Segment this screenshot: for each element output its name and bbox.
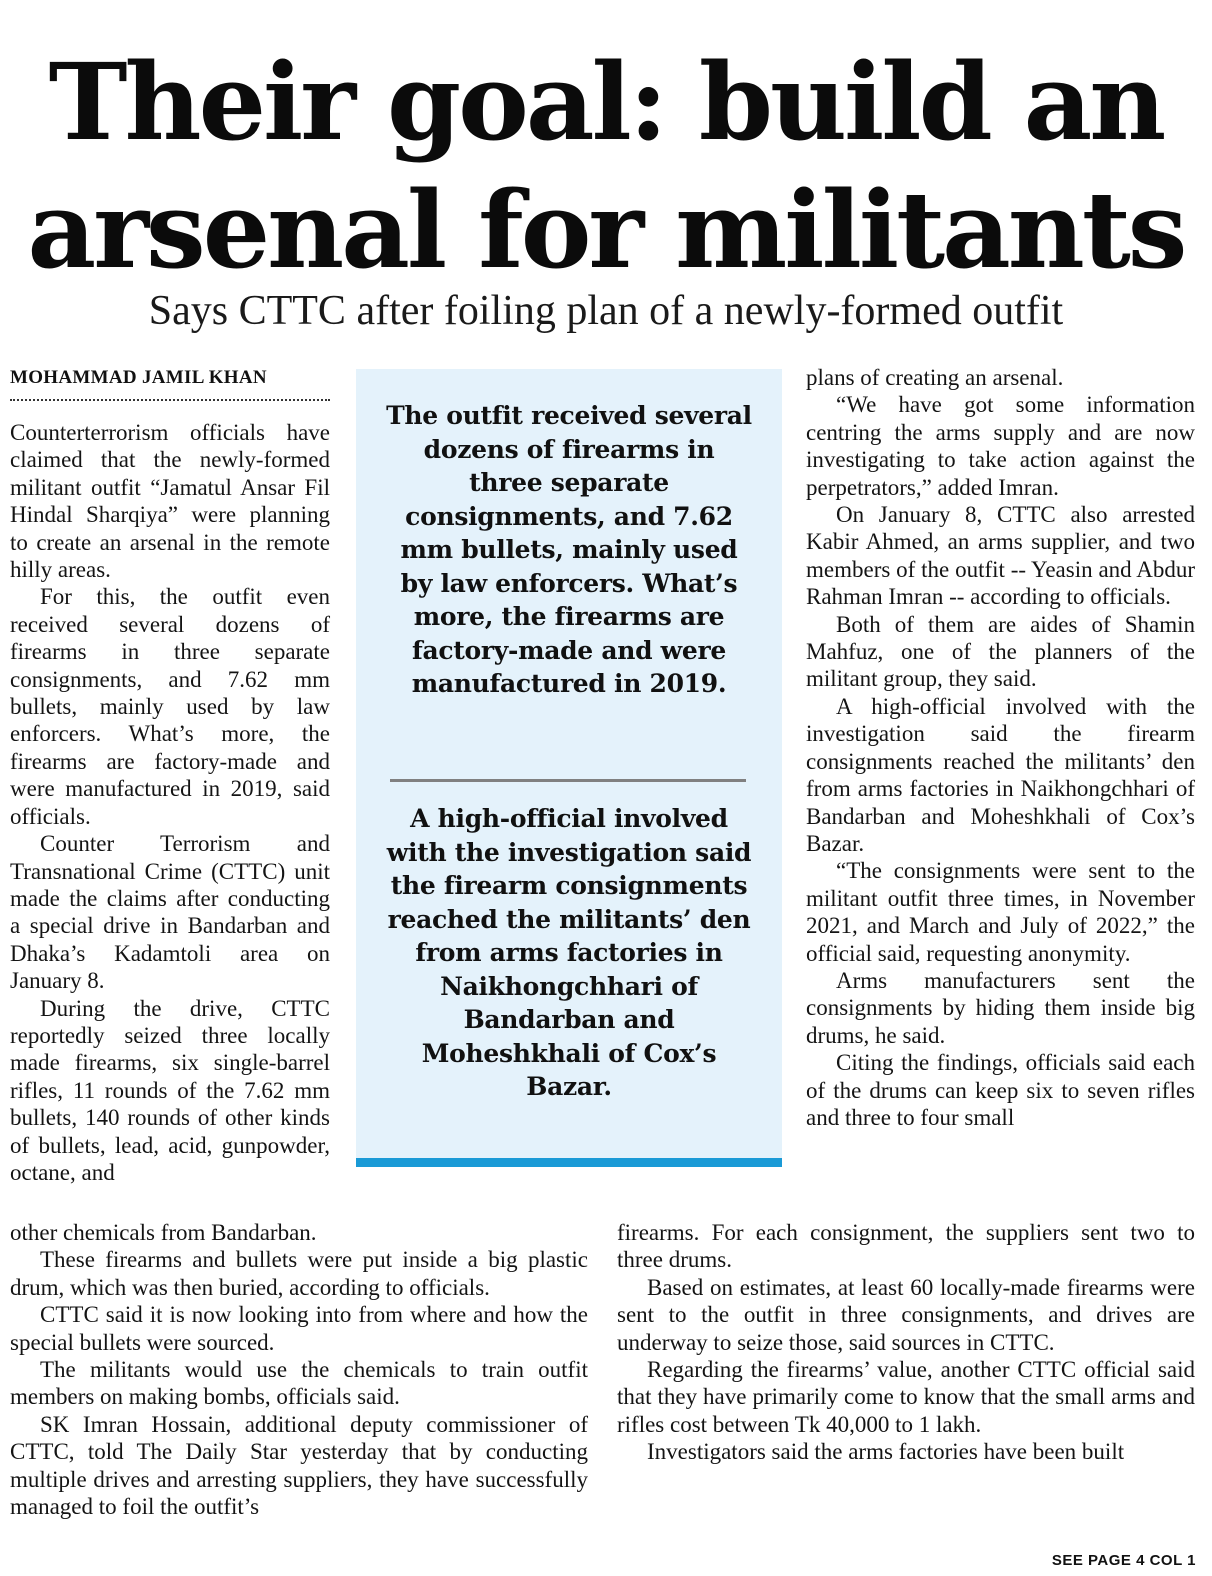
- byline: MOHAMMAD JAMIL KHAN: [10, 367, 330, 401]
- paragraph: Regarding the firearms’ value, another CTTC official said that they have primarily come to know that the small arms and rifles cost between Tk 40,000 to 1 lakh.: [617, 1357, 1195, 1437]
- paragraph: “The consignments were sent to the militant outfit three times, in November 2021, and March and July of 2022,” the official said, requesting anonymity.: [806, 858, 1195, 966]
- paragraph: For this, the outfit even received several dozens of firearms in three separate consignments, and 7.62 mm bullets, mainly used by law enforcers. What’s more, the firearms are factory-made and were manufactured in 2019, said officials.: [10, 584, 330, 829]
- paragraph: Counter Terrorism and Transnational Crime (CTTC) unit made the claims after conducting a special drive in Bandarban and Dhaka’s Kadamtoli area on January 8.: [10, 831, 330, 994]
- paragraph: “We have got some information centring the arms supply and are now investigating to take action against the perpetrators,” added Imran.: [806, 392, 1195, 500]
- column-left-bottom: [10, 1219, 588, 1520]
- paragraph: Citing the findings, officials said each of the drums can keep six to seven rifles and three to four small: [806, 1050, 1195, 1130]
- pull-quote-1: The outfit received several dozens of firearms in three separate consignments, and 7.62 mm bullets, mainly used by law enforcers. What’s more, the firearms are factory-made and were manufactured in 2019.: [386, 401, 752, 698]
- paragraph: On January 8, CTTC also arrested Kabir Ahmed, an arms supplier, and two members of the outfit -- Yeasin and Abdur Rahman Imran -- according to officials.: [806, 502, 1195, 610]
- column-right-bottom: [617, 1219, 1195, 1466]
- paragraph: Investigators said the arms factories have been built: [647, 1439, 1125, 1465]
- divider: [390, 779, 746, 782]
- paragraph: Counterterrorism officials have claimed that the newly-formed militant outfit “Jamatul Ansar Fil Hindal Sharqiya” were planning to create an arsenal in the remote hilly areas.: [10, 420, 330, 583]
- pull-quote-2: A high-official involved with the investigation said the firearm consignments reached the militants’ den from arms factories in Naikhongchhari of Bandarban and Moheshkhali of Cox’s Bazar.: [386, 804, 752, 1101]
- paragraph: Arms manufacturers sent the consignments by hiding them inside big drums, he said.: [806, 967, 1195, 1048]
- column-right: [806, 364, 1195, 1131]
- paragraph: SK Imran Hossain, additional deputy commissioner of CTTC, told The Daily Star yesterday that by conducting multiple drives and arresting suppliers, they have successfully managed to foil the outfit’s: [10, 1411, 588, 1520]
- jump-line[interactable]: SEE PAGE 4 COL 1: [1051, 1552, 1196, 1569]
- paragraph: other chemicals from Bandarban.: [10, 1220, 317, 1245]
- paragraph: The militants would use the chemicals to train outfit members on making bombs, officials said.: [10, 1357, 588, 1410]
- paragraph: Both of them are aides of Shamin Mahfuz, one of the planners of the militant group, they said.: [806, 611, 1195, 692]
- column-left: [10, 419, 330, 1186]
- headline: Their goal: build an arsenal for militants: [27, 39, 1185, 292]
- paragraph: A high-official involved with the investigation said the firearm consignments reached the militants’ den from arms factories in Naikhongchhari of Bandarban and Moheshkhali of Cox’s Bazar.: [806, 693, 1195, 856]
- paragraph: These firearms and bullets were put inside a big plastic drum, which was then buried, according to officials.: [10, 1247, 588, 1300]
- deck-subheadline: Says CTTC after foiling plan of a newly-formed outfit: [148, 288, 1064, 334]
- paragraph: plans of creating an arsenal.: [806, 365, 1064, 390]
- paragraph: During the drive, CTTC reportedly seized three locally made firearms, six single-barrel rifles, 11 rounds of the 7.62 mm bullets, 140 rounds of other kinds of bullets, lead, acid, gunpowder, octane, and: [10, 995, 330, 1185]
- pull-quote-box: [356, 369, 782, 1167]
- paragraph: firearms. For each consignment, the suppliers sent two to three drums.: [617, 1220, 1195, 1273]
- paragraph: CTTC said it is now looking into from where and how the special bullets were sourced.: [10, 1302, 588, 1355]
- paragraph: Based on estimates, at least 60 locally-made firearms were sent to the outfit in three consignments, and drives are underway to seize those, said sources in CTTC.: [617, 1274, 1195, 1355]
